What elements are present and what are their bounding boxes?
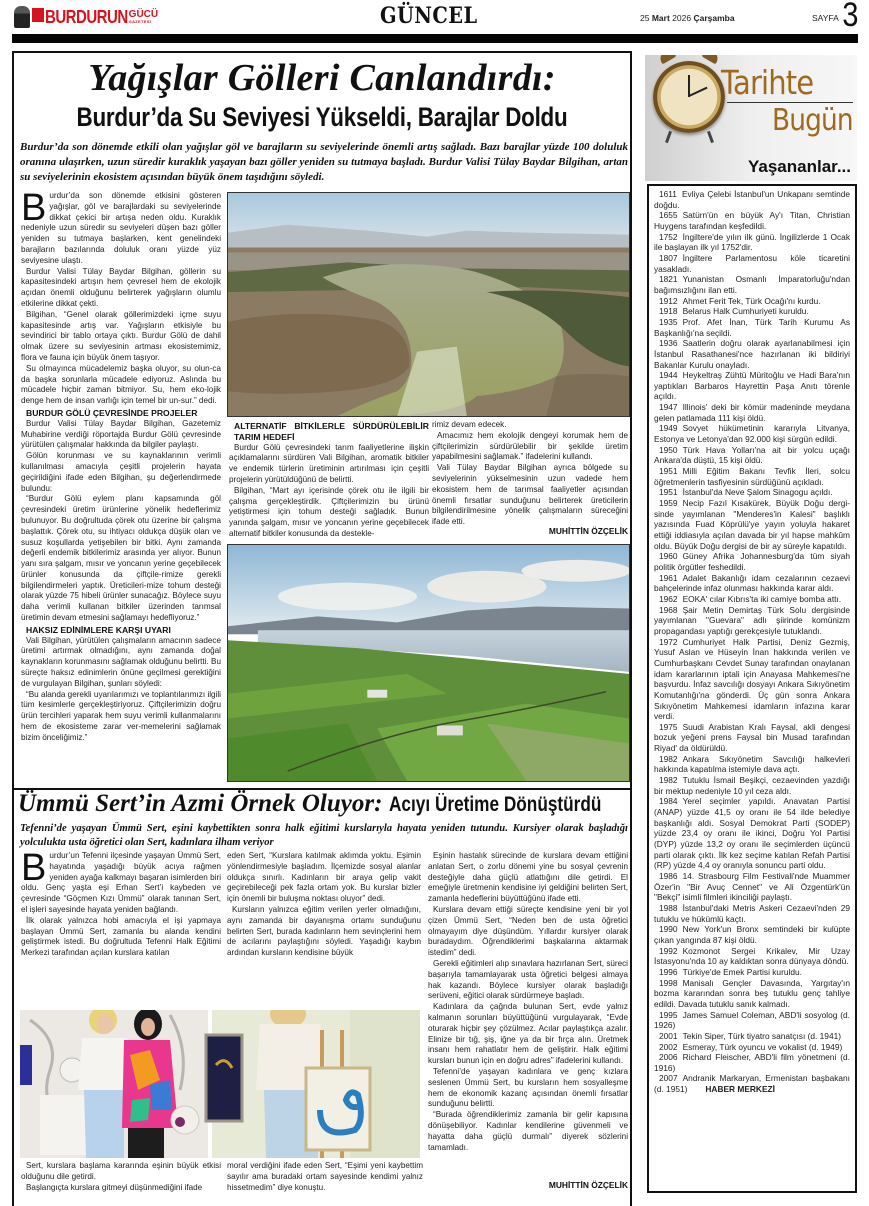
header-divider bbox=[12, 34, 858, 43]
event-text: Yunanistan Osmanlı İmparatorluğu'ndan bağımsızlığını ilan etti. bbox=[654, 274, 850, 295]
history-event bbox=[654, 317, 850, 338]
event-year: 1988 bbox=[659, 902, 678, 913]
event-text: New York'un Bronx semtindeki bir kulüpte çıkan yangında 87 kişi öldü. bbox=[654, 924, 850, 945]
event-year: 1962 bbox=[659, 593, 678, 604]
page-label: SAYFA bbox=[812, 13, 839, 23]
event-year: 1912 bbox=[659, 295, 678, 306]
history-event bbox=[654, 306, 850, 317]
event-text: Cumhuriyet Halk Partisi, Deniz Gezmiş, Yusuf Aslan ve Hüseyin İnan hakkında verilen ve Cumhurbaşkanı Cevdet Sunay tarafından onaylanan idam kararlarının iptali için Anayasa Mahkemesi'ne başvurdu. İnfaz savcılığı dosyayı Ankara Sıkıyönetim Komutanlığı'na gönderdi. Üç gün sonra Ankara Sıkıyönetim Mahkemesi idamların infazına karar verdi. bbox=[654, 636, 850, 722]
farmland-image bbox=[228, 545, 629, 781]
event-text: Tekin Siper, Türk tiyatro sanatçısı (d. 1941) bbox=[682, 1030, 842, 1041]
event-year: 1936 bbox=[659, 338, 678, 349]
event-text: Adalet Bakanlığı idam cezalarının cezaevi bahçelerinde infaz olunması hakkında karar aldı. bbox=[654, 572, 850, 594]
event-text: Manisalı Gençler Davasında, Yargıtay'ın bozma kararından sonra beş tutuklu genç tahliye edildi. Davada tutuklu sanık kalmadı. bbox=[654, 977, 850, 1009]
history-event bbox=[654, 370, 850, 402]
event-year: 2002 bbox=[659, 1041, 678, 1052]
event-year: 1960 bbox=[659, 551, 678, 562]
event-year: 1935 bbox=[659, 316, 678, 327]
event-text: James Samuel Coleman, ABD'li sosyolog (d. 1926) bbox=[654, 1009, 850, 1031]
history-event bbox=[654, 946, 850, 967]
event-year: 1951 bbox=[659, 487, 678, 498]
paragraph: Sert, kurslara başlama kararında eşinin büyük etkisi olduğunu dile getirdi. bbox=[21, 1161, 221, 1181]
article1-spot: Burdur’da son dönemde etkili olan yağışlar göl ve barajların su seviyelerinde önemli artış sağladı. Bazı barajlar yüzde 100 doluluk oranına ulaşırken, uzun süredir kuraklık yaşayan bazı göller yeniden su tutmaya başladı. Burdur Valisi Tülay Baydar Bilgihan, artan su seviyelerinin ekosistem açısından büyük önem taşıdığını söyledi. bbox=[20, 141, 628, 183]
event-year: 1951 bbox=[659, 466, 678, 477]
article2-headline bbox=[18, 790, 630, 818]
history-event bbox=[654, 296, 850, 307]
event-text: Prof. Afet İnan, Türk Tarih Kurumu As Başkanlığı'na seçildi. bbox=[654, 316, 850, 338]
article2-headline-italic: Ümmü Sert’in Azmi Örnek Oluyor: bbox=[18, 790, 383, 817]
tarihte-bugun-banner bbox=[645, 55, 857, 181]
history-event bbox=[654, 1073, 850, 1094]
event-text: Tutuklu İsmail Beşikçi, cezaevinden yazdığı bir mektup nedeniyle 10 yıl ceza aldı. bbox=[654, 775, 850, 796]
event-year: 1944 bbox=[659, 370, 678, 381]
tarihte-bugun-box bbox=[647, 184, 857, 1193]
event-text: Heykeltraş Zühtü Müritoğlu ve Hadi Bara'nın yaptıkları Barbaros Hayrettin Paşa Anıtı törenle açıldı. bbox=[654, 370, 850, 402]
history-event bbox=[654, 871, 850, 903]
event-text: İngiltere'de yılın ilk günü. İngilizlerde 1 Ocak ile başlayan ilk yıl 1752'dir. bbox=[654, 231, 850, 253]
subheading: BURDUR GÖLÜ ÇEVRESİNDE PROJELER bbox=[26, 407, 198, 418]
paragraph: Tefenni’de yaşayan kadınlara ve genç kızlara seslenen Ümmü Sert, bu kursların hem sosyalleşme hem de ekonomik kazanç açısından önemli fırsatlar sunduğunu belirtti. bbox=[428, 1066, 628, 1109]
logo-sub bbox=[129, 10, 158, 24]
paragraph: eden Sert, “Kurslara katılmak aklımda yoktu. Eşimin yönlendirmesiyle başladım. İlçemizde sosyal alanlar oldukça sınırlı. Kadınların bir araya gelip vakit geçirebileceği pek fazla ortam yok. Bu kurslar bizler için önemli bir buluşma noktası oluyor” dedi. bbox=[227, 851, 421, 904]
history-event bbox=[654, 796, 850, 871]
history-event bbox=[654, 210, 850, 231]
paragraph: Gölün korunması ve su kaynaklarının verimli kullanılması amacıyla çeşitli projelerin hayata geçirildiğini ifade eden Bilgihan, şu değerlendirmede bulundu: bbox=[21, 451, 221, 493]
article1-photo-farmland[interactable] bbox=[227, 544, 630, 782]
history-event bbox=[654, 402, 850, 423]
article2-photo[interactable] bbox=[20, 1010, 420, 1158]
event-year: 1975 bbox=[659, 721, 678, 732]
paragraph: Amacımız hem ekolojik dengeyi korumak hem de çiftçilerimizin sürdürülebilir bir şekilde üretim yapabilmesini sağlamak.” ifadelerini kullandı. bbox=[432, 430, 628, 462]
event-text: Ankara Sıkıyönetim Savcılığı halkevleri hakkında kapatılma istemiyle dava açtı. bbox=[654, 753, 850, 775]
history-event bbox=[654, 637, 850, 722]
logo-sub-text: GÜCÜ bbox=[128, 9, 159, 20]
event-year: 1950 bbox=[659, 444, 678, 455]
history-event bbox=[654, 274, 850, 295]
event-year: 2006 bbox=[659, 1052, 678, 1063]
event-year: 1990 bbox=[659, 924, 678, 935]
paragraph: “Bu alanda gerekli uyarılarımızı ve toplantılarımızı ilgili tüm kesimlerle gerçekleştiriyoruz. Çiftçilerimizin doğru ürün tercihleri yaparak hem suyu verimli kullanmalarını hem de ekosisteme zarar ver-memelerini sağlamak bizim önceliğimiz.” bbox=[21, 689, 221, 742]
paragraph: urdur’un Tefenni ilçesinde yaşayan Ümmü Sert, hayatında yaşadığı büyük acıya rağmen yeniden ayağa kalkmayı başaran isimlerden biri oldu. Genç yaşta eşi Erhan Sert’i kaybeden ve çevresinde “Göçmen Kızı Ümmü” olarak tanınan Sert, el işleri sayesinde hayata yeniden bağlandı. bbox=[21, 851, 221, 914]
event-text: Andranik Markaryan, Ermenistan başbakanı (d. 1951) bbox=[654, 1073, 850, 1095]
date-weekday: Çarşamba bbox=[693, 13, 735, 23]
history-event bbox=[654, 1052, 850, 1073]
paragraph: urdur’da son dönemde etkisini gösteren yağışlar, göl ve barajlardaki su seviyelerinde dikkat çekici bir artışa neden oldu. Kuraklık nedeniyle uzun süredir su seviyeleri düşen bazı göller yeniden su tutmaya başlarken, kent genelindeki barajların bazılarında doluluk oranı yüzde yüz seviyesine ulaştı. bbox=[21, 191, 221, 265]
article2-spot: Tefenni’de yaşayan Ümmü Sert, eşini kaybettikten sonra halk eğitimi kurslarıyla hayata yeniden tutundu. Kursiyer olarak başladığı yolculukta usta öğretici olan Sert, kadınlara ilham veriyor bbox=[20, 823, 628, 848]
history-event bbox=[654, 498, 850, 551]
paragraph: Burdur Valisi Tülay Baydar Bilgihan, Gazetemiz Muhabirine verdiği röportajda Burdur Gölü çevresinde yürütülen çalışmalar hakkında da bilgiler paylaştı. bbox=[21, 418, 221, 450]
event-year: 1949 bbox=[659, 423, 678, 434]
event-year: 1821 bbox=[659, 274, 678, 285]
ummu-sert-image bbox=[20, 1010, 420, 1158]
event-text: Necip Fazıl Kısakürek, Büyük Doğu dergi-sinde yayımlanan "Menderes'in Kalesi" başlıklı yazısında Fuad Köprülü'ye yayın yoluyla hakaret ettiği iddiasıyla açılan davada bir yıl hapse mahkûm oldu. Büyük Doğu dergisi de bir ay süreyle kapatıldı. bbox=[654, 498, 850, 551]
paragraph: Kurslara devam ettiği süreçte kendisine yeni bir yol çizen Ümmü Sert, “Neden ben de usta öğretici olmayayım diye düşündüm. Yıllardır kursiyer olarak buradaydım. Öğrendiklerimi başkalarına aktarmak istedim” dedi. bbox=[428, 904, 628, 958]
paragraph: “Burdur Gölü eylem planı kapsamında göl çevresindeki üretim ürünlerine yönelik hedeflerimiz bulunuyor. Bu doğrultuda çörek otu üzerine bir çalışma başlattık. Çörek otu, su ihtiyacı oldukça düşük olan ve susuz koşullarda yetişebilen bir bitki. Aynı zamanda değerli endemik bitkilerimiz arasında yer alıyor. Bunun yanı sıra şalgam, mısır ve yoncanın yerine geçebilecek ürünler konusunda da çiftçile-rimize gerekli bilgilendirmeleri yaptık. Üreticileri-mize tohum desteği olarak yüzde 75 hibeli ürünler sunacağız. Böylece suyu daha verimli kullanan bitkiler üzerinden tarımsal üretimin devam etmesini sağlamayı hedefliyoruz.” bbox=[21, 494, 221, 623]
event-year: 2001 bbox=[659, 1030, 678, 1041]
event-year: 1984 bbox=[659, 796, 678, 807]
event-year: 1918 bbox=[659, 306, 678, 317]
event-text: 14. Strasbourg Film Festivali'nde Muammer Özer'in "Bir Avuç Cennet" ve Ali Özgentürk'ün "Bekçi" isimli filmleri ikinciliği paylaştı. bbox=[654, 871, 850, 903]
event-text: Ahmet Ferit Tek, Türk Ocağı'nı kurdu. bbox=[682, 295, 821, 306]
event-year: 1992 bbox=[659, 945, 678, 956]
event-text: Richard Fleischer, ABD'li film yönetmeni (d. 1916) bbox=[654, 1052, 850, 1073]
history-event bbox=[654, 487, 850, 498]
paragraph: Başlangıçta kurslara gitmeyi düşünmediğini ifade bbox=[26, 1182, 203, 1192]
history-event bbox=[654, 445, 850, 466]
history-event bbox=[654, 903, 850, 924]
history-event bbox=[654, 722, 850, 754]
event-year: 1982 bbox=[659, 753, 678, 764]
event-year: 1998 bbox=[659, 977, 678, 988]
subheading: HAKSIZ EDİNİMLERE KARŞI UYARI bbox=[26, 624, 171, 635]
logo-portrait-icon bbox=[14, 6, 30, 28]
article2-column-3 bbox=[428, 851, 628, 1153]
date-month: Mart bbox=[651, 13, 670, 23]
issue-date bbox=[640, 13, 735, 23]
logo-main-text: BURDURUN bbox=[45, 6, 128, 28]
history-event bbox=[654, 924, 850, 945]
event-text: İstanbul'daki Metris Askeri Cezaevi'nden 29 tutuklu ve hükümlü kaçtı. bbox=[654, 902, 850, 924]
history-event bbox=[654, 594, 850, 605]
event-year: 1655 bbox=[659, 210, 678, 221]
article1-column-2 bbox=[229, 420, 429, 540]
section-title: GÜNCEL bbox=[380, 3, 478, 29]
history-event bbox=[654, 232, 850, 253]
banner-title-1: Tarihte bbox=[721, 63, 814, 102]
history-event bbox=[654, 967, 850, 978]
event-year: 1996 bbox=[659, 966, 678, 977]
event-year: 1752 bbox=[659, 231, 678, 242]
paragraph: Eşinin hastalık sürecinde de kurslara devam ettiğini anlatan Sert, o zorlu dönemi yine bu sosyal çevrenin desteğiyle daha güçlü atlattığını dile getirdi. El emeğiyle üretmenin kendisine iyi geldiğini belirten Sert, zamanla hedeflerini büyüttüğünü ifade etti. bbox=[428, 851, 628, 904]
event-text: Illinois' deki bir kömür madeninde meydana gelen patlamada 111 kişi öldü. bbox=[654, 402, 850, 423]
history-source: HABER MERKEZİ bbox=[705, 1084, 775, 1095]
history-event bbox=[654, 253, 850, 274]
banner-subtitle: Yaşananlar... bbox=[747, 157, 851, 176]
history-event bbox=[654, 605, 850, 637]
event-text: Güney Afrika Johannesburg'da tüm siyah politik örgütler feshedildi. bbox=[654, 551, 850, 572]
event-year: 2007 bbox=[659, 1073, 678, 1084]
event-text: Saatlerin doğru olarak ayarlanabilmesi için İstanbul Rasathanesi'nce hazırlanan iki bildiriyi Bakanlar Kurulu onayladı. bbox=[654, 338, 850, 370]
event-year: 1982 bbox=[659, 775, 678, 786]
event-text: Belarus Halk Cumhuriyeti kuruldu. bbox=[682, 306, 809, 317]
event-year: 1972 bbox=[659, 636, 678, 647]
subheading: ALTERNATİF BİTKİLERLE SÜRDÜRÜLEBİLİR TARIM HEDEFİ bbox=[234, 421, 429, 442]
newspaper-logo[interactable] bbox=[14, 4, 158, 30]
paragraph: Bilgihan, “Mart ayı içerisinde çörek otu ile ilgili bir çalışma gerçekleştirdik. Çiftçilerimizin bu ürünü yetiştirmesi için tohum desteği sağladık. Bunun yanında şalgam, mısır ve yoncanın yerine geçebilecek alternatif bitkiler konusunda da destekle- bbox=[229, 485, 429, 538]
article1-headline-bold: Burdur’da Su Seviyesi Yükseldi, Barajlar Doldu bbox=[76, 102, 568, 132]
paragraph: “Burada öğrendiklerimiz zamanla bir gelir kapısına dönüşebiliyor. Kadınlar kendilerine güvenmeli ve hayatta daha güçlü durmalı” diyerek sözlerini tamamladı. bbox=[428, 1110, 628, 1152]
date-day: 25 bbox=[640, 13, 650, 23]
event-text: İstanbul'da Neve Şalom Sinagogu açıldı. bbox=[682, 487, 833, 498]
event-text: Suudi Arabistan Kralı Faysal, akli dengesi bozuk yeğeni prens Faysal bin Musad tarafından Riyad' da öldürüldü. bbox=[654, 721, 850, 754]
paragraph: moral verdiğini ifade eden Sert, “Eşimi yeni kaybettim sayılır ama buradaki ortam sayesinde kendimi yalnız hissetmedim” diye konuştu. bbox=[227, 1161, 423, 1192]
article2-column-1 bbox=[21, 847, 221, 959]
event-text: Yerel seçimler yapıldı. Anavatan Partisi (ANAP) yüzde 41,5 oy oranı ile 54 ilde belediye başkanlığı aldı. Sosyal Demokrat Parti (SODEP) yüzde 23,4 oy oranı ile ikinci, Doğru Yol Partisi (DYP) yüzde 13,2 oy oranı ile seçimlerden üçüncü parti olarak çıktı. İlk kez seçime katılan Refah Partisi (RP) yüzde 4,4 oy oranıyla sonuncu parti oldu. bbox=[654, 796, 850, 871]
event-year: 1807 bbox=[659, 252, 678, 263]
history-event bbox=[654, 754, 850, 775]
event-text: Satürn'ün en büyük Ay'ı Titan, Christian Huygens tarafından keşfedildi. bbox=[654, 210, 850, 231]
paragraph: Su olmayınca mücadelemiz başka oluyor, su olun-ca da başka sorunlarla mücadele ediyoruz. Aslında bu mücadele hiçbir zaman bitmiyor. Su, hem eko-lojik denge hem de insan varlığı için temel bir un-sur.” dedi. bbox=[21, 363, 221, 406]
page-number: 3 bbox=[842, 0, 859, 34]
event-year: 1986 bbox=[659, 871, 678, 881]
paragraph: Burdur Valisi Tülay Baydar Bilgihan, göllerin su kapasitesindeki artışın hem çevresel hem de ekolojik açıdan önemli olduğunu belirterek yağışların olumlu etkilerine dikkat çekti. bbox=[21, 266, 221, 308]
history-event bbox=[654, 573, 850, 594]
article1-dropcap: B bbox=[21, 187, 47, 229]
date-year: 2026 bbox=[672, 13, 692, 23]
reservoir-image bbox=[228, 193, 629, 416]
paragraph: Burdur Gölü çevresindeki tarım faaliyetlerine ilişkin açıklamalarını sürdüren Vali Bilgihan, aromatik bitkiler ve endemik türlerin üretiminin artırılması için çeşitli projelerin yürütüldüğünü de belirtti. bbox=[229, 442, 429, 484]
paragraph: Kadınlara da çağrıda bulunan Sert, evde yalnız kalmanın sorunları büyüttüğünü vurgulayarak, “Evde oturarak hiçbir şey çözülmez. Acılar paylaştıkça azalır. Elinize bir tığ, şiş, iğne ya da bir fırça alın. Üretmek insanı hem rahatlatır hem de geliştirir. Halk eğitimi kursları bunun için en doğru adres” ifadelerini kullandı. bbox=[428, 1002, 628, 1066]
history-event bbox=[654, 1010, 850, 1031]
history-event bbox=[654, 775, 850, 796]
event-year: 1959 bbox=[659, 498, 678, 509]
event-text: Kozmonot Sergei Krikalev, Mir Uzay İstasyonu'nda 10 ay kaldıktan sonra dünyaya döndü. bbox=[654, 945, 850, 967]
flag-icon bbox=[32, 8, 44, 22]
paragraph: Kursların yalnızca eğitim verilen yerler olmadığını, aynı zamanda bir dayanışma ortamı sunduğunu belirten Sert, burada kadınların hem sevinçlerini hem de acılarını paylaştığını söyledi. Yaşadığı kaybın ardından kursların kendisine büyük bbox=[227, 904, 421, 958]
history-event bbox=[654, 338, 850, 370]
history-event bbox=[654, 978, 850, 1010]
article1-byline: MUHİTTİN ÖZÇELİK bbox=[548, 526, 628, 536]
event-text: Evliya Çelebi İstanbul'un Unkapanı semtinde doğdu. bbox=[654, 189, 850, 210]
event-text: Türkiye'de Emek Partisi kuruldu. bbox=[682, 966, 802, 977]
event-year: 1611 bbox=[659, 189, 677, 199]
article1-column-3 bbox=[432, 420, 628, 528]
event-year: 1947 bbox=[659, 402, 678, 413]
event-text: İngiltere Parlamentosu köle ticaretini yasakladı. bbox=[654, 252, 850, 274]
history-event bbox=[654, 189, 850, 210]
history-event bbox=[654, 551, 850, 572]
article2-column-2-bottom bbox=[227, 1161, 423, 1193]
article1-column-1 bbox=[21, 187, 221, 744]
event-text: Şair Metin Demirtaş Türk Solu dergisinde yayımlanan "Guevara" adlı şiirinde komünizm propagandası yaptığı gerekçesiyle tutuklandı. bbox=[654, 604, 850, 636]
history-event-list bbox=[654, 189, 850, 1095]
event-year: 1961 bbox=[659, 572, 678, 583]
event-text: Sovyet hükümetinin kararıyla Litvanya, Estonya ve Letonya'dan 92.000 kişi sürgün edildi. bbox=[654, 423, 850, 445]
article2-dropcap: B bbox=[21, 847, 47, 889]
event-text: Esmeray, Türk oyuncu ve vokalist (d. 1949) bbox=[682, 1041, 843, 1052]
history-event bbox=[654, 466, 850, 487]
event-text: EOKA' cılar Kıbrıs'ta iki camiye bomba attı. bbox=[682, 593, 842, 604]
event-text: Milli Eğitim Bakanı Tevfik İleri, solcu öğretmenlerin tasfiyesinin sürdüğünü açıkladı. bbox=[654, 466, 850, 487]
paragraph: İlk olarak yalnızca hobi amacıyla el işi yapmaya başlayan Ümmü Sert, zamanla bu alanda kendini geliştirmek istedi. Bu doğrultuda Tefenni Halk Eğitimi Merkezi tarafından açılan kurslara katılan bbox=[21, 915, 221, 958]
article2-byline: MUHİTTİN ÖZÇELİK bbox=[548, 1180, 628, 1190]
article1-headline-italic: Yağışlar Gölleri Canlandırdı: bbox=[88, 57, 556, 99]
paragraph: Vali Tülay Baydar Bilgihan ayrıca bölgede su seviyelerinin yükselmesinin uzun vadede hem ekosistem hem de tarımsal faaliyetler açısından önemli fırsatlar sunduğunu belirterek üreticilerin bilgilendirilmesine yönelik çalışmaların süreceğini ifade etti. bbox=[432, 463, 628, 527]
logo-tag-text: GAZETESİ bbox=[128, 19, 152, 24]
paragraph: Vali Bilgihan, yürütülen çalışmaların amacının sadece üretimi artırmak olmadığını, aynı zamanda doğal kaynakların korunmasını sağlamak olduğunu belirtti. Bu süreçte haksız edinimlerin önüne geçilmesi gerektiğini de vurgulayan Bilgihan, şunları söyledi: bbox=[21, 635, 221, 688]
event-year: 1995 bbox=[659, 1009, 678, 1020]
alarm-clock-icon bbox=[653, 61, 725, 133]
article1-photo-reservoir[interactable] bbox=[227, 192, 630, 417]
paragraph: Gerekli eğitimleri alıp sınavlara hazırlanan Sert, süreci başarıyla tamamlayarak usta öğretici belgesi almaya hak kazandı. Böylece kursiyer olarak başladığı serüveni, eğitici olarak sürdürmeye başladı. bbox=[428, 958, 628, 1001]
event-text: Türk Hava Yolları'na ait bir yolcu uçağı Ankara'da düştü, 15 kişi öldü. bbox=[654, 444, 850, 466]
history-event bbox=[654, 1031, 850, 1042]
history-event bbox=[654, 1042, 850, 1053]
history-event bbox=[654, 423, 850, 444]
article2-column-2 bbox=[227, 851, 421, 959]
paragraph: Bilgihan, “Genel olarak göllerimizdeki içme suyu kapasitesinde artış var. Yağışların etkisiyle bu sevindirici bir tablo ortaya çıktı. Burdur Gölü de dahil olmak üzere su seviyesinin artması ekosistemimiz, flora ve fauna için büyük önem taşıyor. bbox=[21, 309, 221, 362]
event-year: 1968 bbox=[659, 604, 678, 615]
paragraph: rimiz devam edecek. bbox=[432, 420, 507, 429]
banner-title-2: Bugün bbox=[772, 103, 853, 138]
article2-headline-bold: Acıyı Üretime Dönüştürdü bbox=[388, 793, 602, 816]
article2-column-1-bottom bbox=[21, 1161, 221, 1193]
